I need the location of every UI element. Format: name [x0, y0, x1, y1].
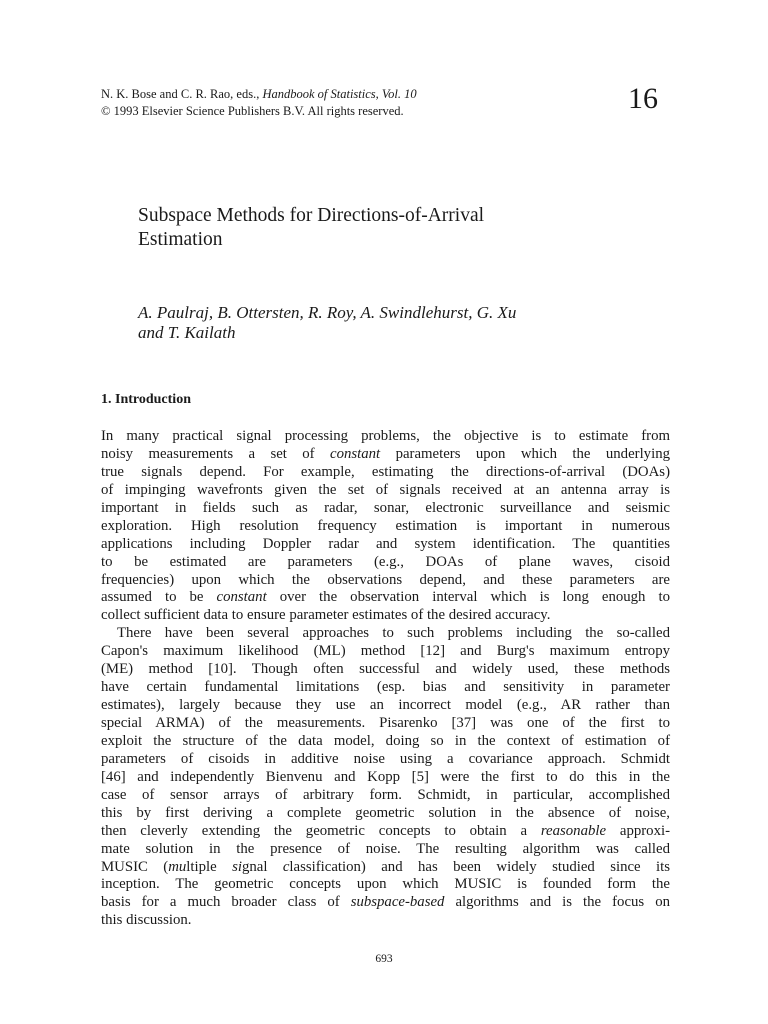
text-line	[101, 589, 670, 607]
text-segment: applications including Doppler radar and system identification. The quantities	[101, 535, 670, 552]
text-line	[101, 823, 670, 841]
text-segment: this by first deriving a complete geometric solution in the absence of noise,	[101, 804, 670, 821]
text-segment: case of sensor arrays of arbitrary form. Schmidt, in particular, accomplished	[101, 786, 670, 803]
text-line	[101, 787, 670, 805]
text-segment: Capon's maximum likelihood (ML) method [12] and Burg's maximum entropy	[101, 643, 670, 660]
text-segment: this discussion.	[101, 912, 192, 929]
text-line	[101, 554, 670, 572]
header-copyright: © 1993 Elsevier Science Publishers B.V. All rights reserved.	[101, 104, 404, 118]
italic-text: mu	[168, 858, 187, 875]
text-segment: [46] and independently Bienvenu and Kopp [5] were the first to do this in the	[101, 768, 670, 785]
text-segment: There have been several approaches to such problems including the so-called	[117, 625, 670, 642]
header-book-title: Handbook of Statistics, Vol. 10	[262, 87, 417, 101]
text-segment: approxi-	[606, 822, 671, 839]
body-text	[101, 428, 670, 930]
page-number: 693	[375, 953, 393, 965]
paragraph-2	[101, 625, 670, 930]
italic-text: subspace-based	[350, 894, 445, 911]
text-line	[101, 625, 670, 643]
text-line	[101, 536, 670, 554]
text-segment: parameters upon which the underlying	[380, 445, 670, 462]
text-segment: have certain fundamental limitations (esp. bias and sensitivity in parameter	[101, 679, 670, 696]
text-line	[101, 643, 670, 661]
header-citation-line	[101, 86, 541, 103]
text-line	[101, 769, 670, 787]
header-editors: N. K. Bose and C. R. Rao, eds.,	[101, 87, 260, 101]
text-line	[101, 841, 670, 859]
text-segment: exploit the structure of the data model, doing so in the context of estimation of	[101, 732, 670, 749]
text-line	[101, 894, 670, 912]
text-line	[101, 876, 670, 894]
text-line	[101, 679, 670, 697]
text-segment: frequencies) upon which the observations depend, and these parameters are	[101, 571, 670, 588]
text-line	[101, 446, 670, 464]
text-segment: estimates), largely because they use an incorrect model (e.g., AR rather than	[101, 697, 670, 714]
text-line	[101, 607, 670, 625]
text-line	[101, 500, 670, 518]
text-segment: true signals depend. For example, estimating the directions-of-arrival (DOAs)	[101, 463, 670, 480]
text-segment: MUSIC (	[101, 858, 169, 875]
text-line	[101, 859, 670, 877]
section-heading: 1. Introduction	[101, 392, 191, 407]
text-line	[101, 464, 670, 482]
text-line	[101, 697, 670, 715]
text-segment: exploration. High resolution frequency estimation is important in numerous	[101, 517, 670, 534]
text-segment: lassification) and has been widely studied since its	[289, 858, 670, 875]
italic-text: c	[282, 858, 290, 875]
chapter-header	[101, 86, 541, 120]
text-line	[101, 715, 670, 733]
text-segment: over the observation interval which is long enough to	[266, 589, 670, 606]
text-line	[101, 661, 670, 679]
text-segment: algorithms and is the focus on	[444, 894, 670, 911]
text-line	[101, 805, 670, 823]
text-line	[101, 518, 670, 536]
text-segment: to be estimated are parameters (e.g., DOAs of plane waves, cisoid	[101, 553, 670, 570]
text-segment: collect sufficient data to ensure parameter estimates of the desired accuracy.	[101, 607, 551, 624]
text-segment: important in fields such as radar, sonar, electronic surveillance and seismic	[101, 499, 670, 516]
paragraph-1	[101, 428, 670, 625]
text-segment: ltiple	[186, 858, 233, 875]
chapter-number: 16	[628, 82, 658, 115]
text-segment: parameters of cisoids in additive noise using a covariance approach. Schmidt	[101, 750, 670, 767]
italic-text: si	[232, 858, 242, 875]
text-line	[101, 733, 670, 751]
text-line	[101, 428, 670, 446]
text-segment: assumed to be	[101, 589, 217, 606]
title-line: Subspace Methods for Directions-of-Arrival	[138, 205, 485, 226]
italic-text: reasonable	[540, 822, 607, 839]
text-segment: special ARMA) of the measurements. Pisarenko [37] was one of the first to	[101, 715, 670, 731]
author-line: A. Paulraj, B. Ottersten, R. Roy, A. Swindlehurst, G. Xu	[138, 303, 517, 322]
text-line	[101, 572, 670, 590]
text-segment: of impinging wavefronts given the set of signals received at an antenna array is	[101, 481, 670, 498]
text-line	[101, 912, 670, 930]
text-segment: noisy measurements a set of	[101, 445, 331, 462]
text-segment: In many practical signal processing problems, the objective is to estimate from	[101, 428, 670, 444]
text-segment: basis for a much broader class of	[101, 894, 351, 911]
text-segment: inception. The geometric concepts upon which MUSIC is founded form the	[101, 876, 670, 893]
title-line: Estimation	[138, 229, 223, 250]
text-segment: (ME) method [10]. Though often successful and widely used, these methods	[101, 661, 670, 678]
text-segment: mate solution in the presence of noise. The resulting algorithm was called	[101, 840, 670, 857]
italic-text: constant	[216, 589, 267, 606]
author-list	[138, 303, 678, 343]
text-line	[101, 751, 670, 769]
author-line: and T. Kailath	[138, 323, 236, 342]
text-line	[101, 482, 670, 500]
text-segment: then cleverly extending the geometric concepts to obtain a	[101, 822, 541, 839]
chapter-title	[138, 204, 638, 252]
text-segment: gnal	[241, 858, 283, 875]
italic-text: constant	[330, 445, 381, 462]
